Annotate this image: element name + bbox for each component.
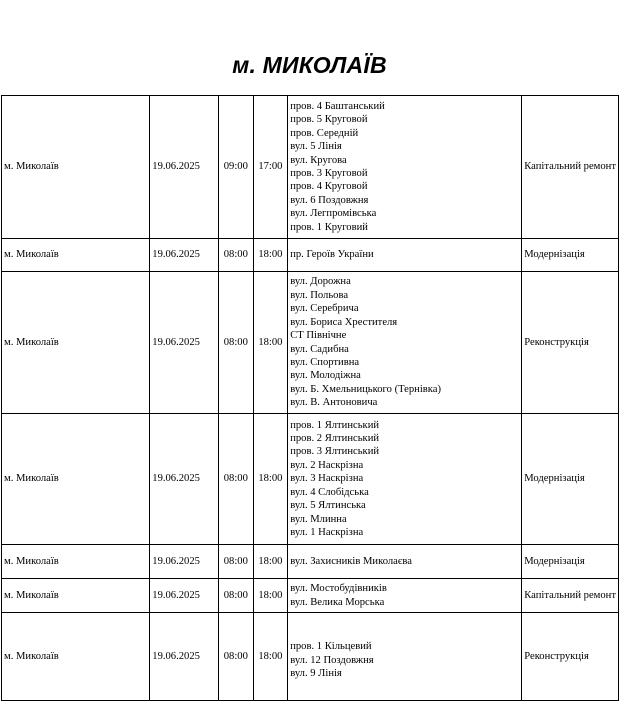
street-item: пров. 1 Кільцевий — [290, 641, 372, 653]
street-item: вул. Молодіжна — [290, 370, 361, 382]
work-type-cell: Капітальний ремонт — [522, 579, 619, 613]
table-row — [2, 545, 619, 579]
end-time-cell: 18:00 — [253, 613, 288, 701]
street-item: вул. 2 Наскрізна — [290, 459, 364, 471]
start-time-cell: 08:00 — [219, 545, 254, 579]
street-item: вул. 4 Слобідська — [290, 486, 369, 498]
table-row — [2, 239, 619, 272]
streets-cell — [288, 545, 522, 579]
street-item: вул. Садибна — [290, 343, 349, 355]
city-cell: м. Миколаїв — [2, 613, 150, 701]
street-item: вул. 5 Лінія — [290, 141, 342, 153]
table-row — [2, 579, 619, 613]
street-item: вул. 5 Ялтинська — [290, 500, 366, 512]
work-type-cell: Капітальний ремонт — [522, 96, 619, 239]
city-cell: м. Миколаїв — [2, 272, 150, 414]
streets-cell — [288, 272, 522, 414]
date-cell: 19.06.2025 — [150, 272, 219, 414]
work-type-cell: Реконструкція — [522, 613, 619, 701]
street-item: вул. Захисників Миколаєва — [290, 555, 412, 567]
streets-cell — [288, 579, 522, 613]
street-item: пр. Героїв України — [290, 249, 374, 261]
street-item: вул. 9 Лінія — [290, 668, 342, 680]
street-item: СТ Північне — [290, 330, 347, 342]
street-item: вул. Серебрича — [290, 303, 359, 315]
street-item: пров. 4 Круговой — [290, 181, 368, 193]
date-cell: 19.06.2025 — [150, 579, 219, 613]
city-cell: м. Миколаїв — [2, 545, 150, 579]
work-type-cell: Модернізація — [522, 239, 619, 272]
street-item: вул. 1 Наскрізна — [290, 526, 364, 538]
street-item: вул. Польова — [290, 289, 349, 301]
work-type-cell: Реконструкція — [522, 272, 619, 414]
table-row — [2, 613, 619, 701]
start-time-cell: 08:00 — [219, 579, 254, 613]
end-time-cell: 18:00 — [253, 545, 288, 579]
date-cell: 19.06.2025 — [150, 239, 219, 272]
date-cell: 19.06.2025 — [150, 96, 219, 239]
street-item: пров. Середній — [290, 127, 359, 139]
street-item: вул. 3 Наскрізна — [290, 473, 364, 485]
city-cell: м. Миколаїв — [2, 579, 150, 613]
outage-schedule-table — [1, 95, 619, 701]
work-type-cell: Модернізація — [522, 414, 619, 545]
end-time-cell: 18:00 — [253, 579, 288, 613]
table-row — [2, 272, 619, 414]
street-item: вул. Б. Хмельницького (Тернівка) — [290, 383, 441, 395]
streets-cell — [288, 414, 522, 545]
table-row — [2, 414, 619, 545]
street-item: вул. В. Антоновича — [290, 397, 378, 409]
end-time-cell: 18:00 — [253, 272, 288, 414]
street-item: вул. Кругова — [290, 154, 347, 166]
city-cell: м. Миколаїв — [2, 96, 150, 239]
street-item: пров. 3 Круговой — [290, 168, 368, 179]
start-time-cell: 08:00 — [219, 414, 254, 545]
city-cell: м. Миколаїв — [2, 414, 150, 545]
start-time-cell: 09:00 — [219, 96, 254, 239]
work-type-cell: Модернізація — [522, 545, 619, 579]
end-time-cell: 18:00 — [253, 239, 288, 272]
street-item: вул. Дорожна — [290, 276, 351, 288]
street-item: вул. 12 Поздовжня — [290, 654, 374, 666]
date-cell: 19.06.2025 — [150, 545, 219, 579]
street-item: пров. 1 Ялтинський — [290, 419, 380, 431]
street-item: вул. 6 Поздовжня — [290, 194, 369, 206]
street-item: вул. Легпромівська — [290, 208, 377, 220]
street-item: пров. 1 Круговий — [290, 221, 368, 233]
streets-cell — [288, 613, 522, 701]
street-item: вул. Млинна — [290, 513, 347, 525]
start-time-cell: 08:00 — [219, 613, 254, 701]
city-cell: м. Миколаїв — [2, 239, 150, 272]
table-row — [2, 96, 619, 239]
date-cell: 19.06.2025 — [150, 613, 219, 701]
street-item: пров. 4 Баштанський — [290, 100, 385, 112]
street-item: вул. Спортивна — [290, 356, 360, 368]
street-item: вул. Мостобудівників — [290, 583, 387, 595]
page-title: м. МИКОЛАЇВ — [232, 52, 387, 78]
start-time-cell: 08:00 — [219, 239, 254, 272]
street-item: пров. 2 Ялтинський — [290, 433, 380, 445]
start-time-cell: 08:00 — [219, 272, 254, 414]
street-item: вул. Бориса Хрестителя — [290, 316, 398, 328]
street-item: пров. 5 Круговой — [290, 114, 368, 126]
street-item: пров. 3 Ялтинський — [290, 446, 380, 458]
streets-cell — [288, 239, 522, 272]
end-time-cell: 18:00 — [253, 414, 288, 545]
date-cell: 19.06.2025 — [150, 414, 219, 545]
end-time-cell: 17:00 — [253, 96, 288, 239]
street-item: вул. Велика Морська — [290, 596, 385, 608]
streets-cell — [288, 96, 522, 239]
